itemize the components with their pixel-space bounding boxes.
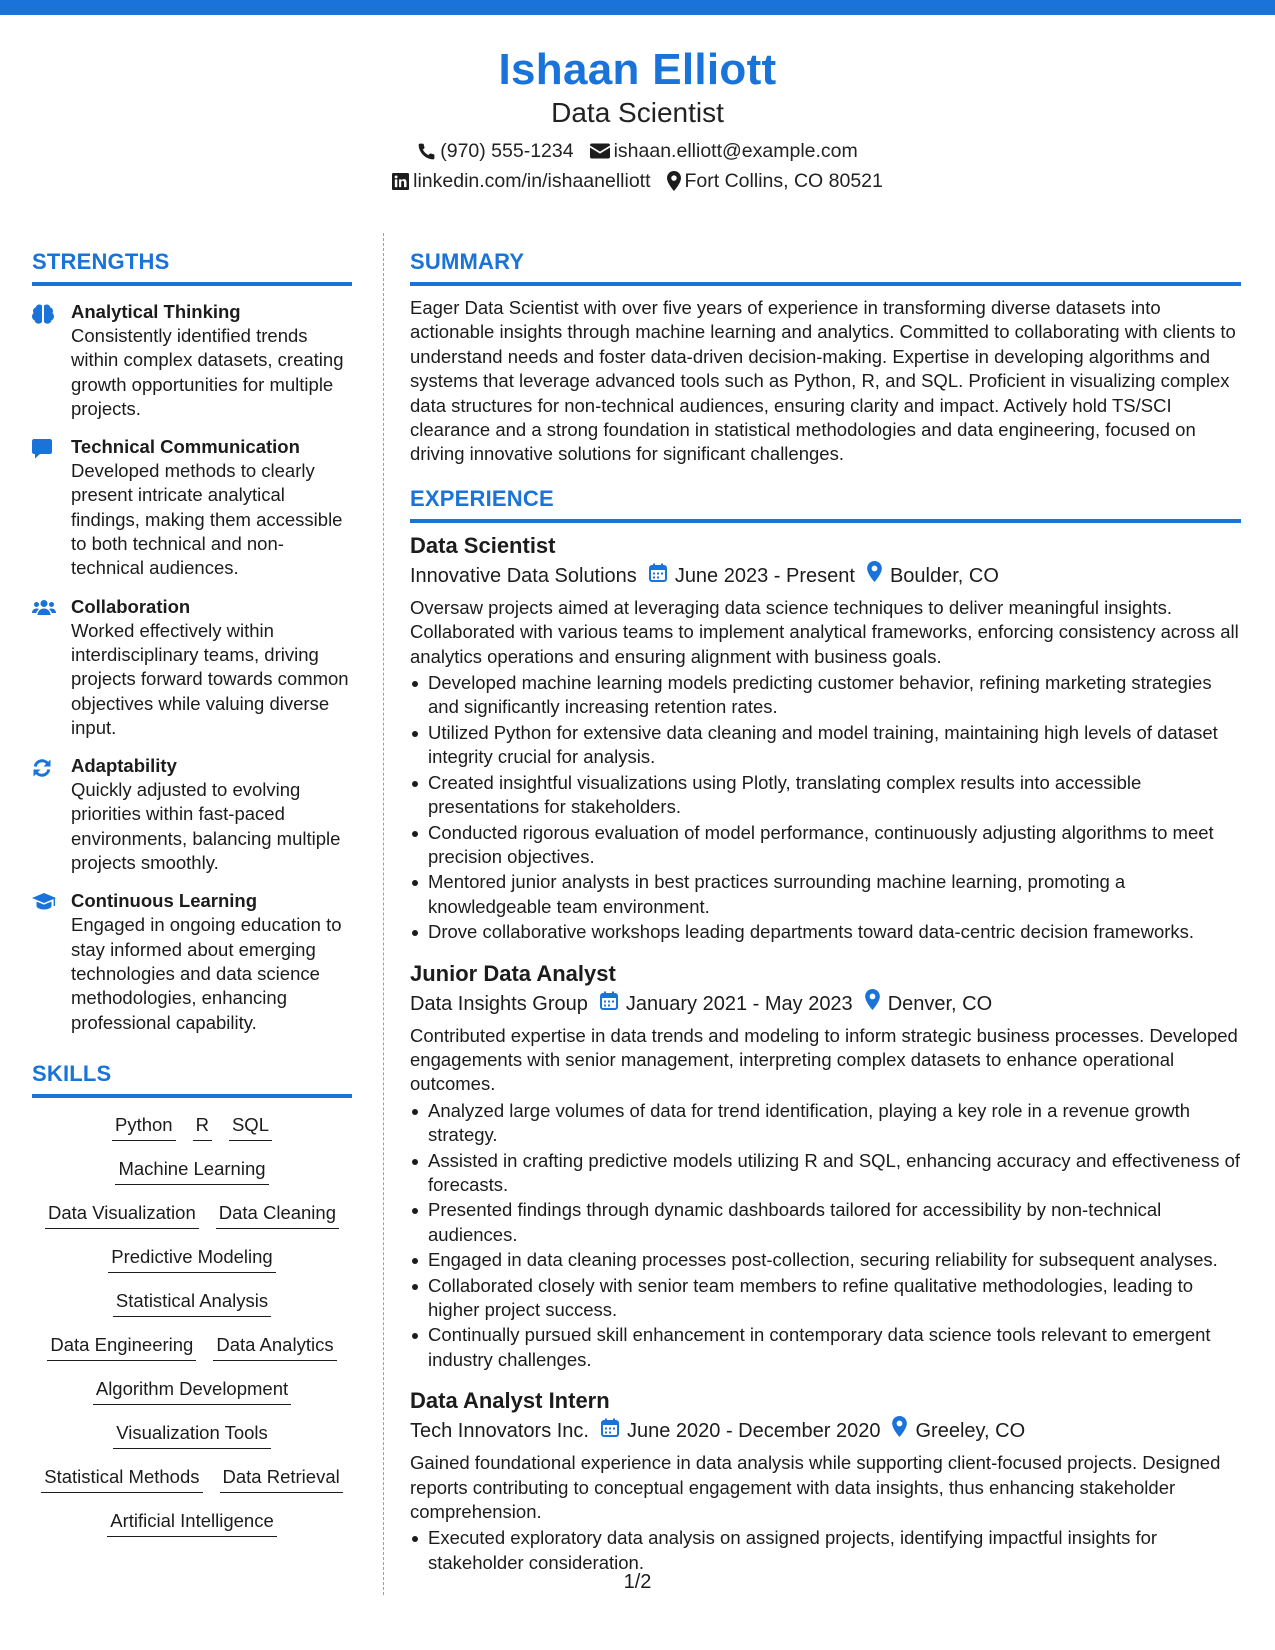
brain-icon	[32, 304, 56, 324]
strength-desc: Engaged in ongoing education to stay informed about emerging technologies and data science methodologies, enhancing professional capability.	[71, 914, 342, 1033]
job-meta	[410, 561, 1241, 591]
job-location	[867, 561, 999, 591]
skill-tag: Visualization Tools	[113, 1418, 271, 1449]
job-dates	[601, 1416, 881, 1446]
job-bullet: Engaged in data cleaning processes post-collection, securing reliability for subsequent analyses.	[410, 1248, 1241, 1272]
location-text: Denver, CO	[887, 992, 993, 1015]
candidate-name: Ishaan Elliott	[498, 45, 777, 94]
calendar-icon	[649, 561, 667, 591]
strength-item	[32, 889, 352, 1034]
strengths-underline	[32, 282, 352, 286]
summary-underline	[410, 282, 1241, 286]
job-dates	[649, 561, 855, 591]
summary-section	[410, 247, 1241, 467]
skill-tag: Algorithm Development	[93, 1374, 291, 1405]
strength-desc: Developed methods to clearly present intricate analytical findings, making them accessible to both technical and non-technical audiences.	[71, 460, 343, 579]
skill-tag: R	[193, 1110, 212, 1141]
calendar-icon	[600, 989, 618, 1019]
email-link[interactable]: ishaan.elliott@example.com	[613, 140, 858, 162]
date-range: June 2020 - December 2020	[626, 1420, 881, 1443]
strengths-section	[32, 247, 352, 1035]
strength-desc: Consistently identified trends within complex datasets, creating growth opportunities for multiple projects.	[71, 325, 344, 419]
resume-header	[0, 44, 1275, 196]
summary-text: Eager Data Scientist with over five years of experience in transforming diverse datasets into actionable insights through machine learning and analytics. Committed to collaborating with clients to understand needs and foster data-driven decision-making. Expertise in developing algorithms and systems that leverage advanced tools such as Python, R, and SQL. Proficient in visualizing complex data structures for non-technical audiences, ensuring clarity and impact. Actively hold TS/SCI clearance and a strong foundation in statistical methodologies and data engineering, focused on driving innovative solutions for significant challenges.	[410, 297, 1236, 465]
job-bullet: Developed machine learning models predicting customer behavior, refining marketing strategies and significantly increasing retention rates.	[410, 671, 1241, 720]
skill-tag: Artificial Intelligence	[107, 1506, 277, 1537]
strength-desc: Quickly adjusted to evolving priorities within fast-paced environments, balancing multiple projects smoothly.	[71, 779, 341, 874]
experience-heading: EXPERIENCE	[410, 485, 554, 511]
strength-title: Adaptability	[71, 755, 177, 777]
strength-item	[32, 595, 352, 740]
skill-tag: Python	[112, 1110, 176, 1141]
job-bullet: Executed exploratory data analysis on assigned projects, identifying impactful insights for stakeholder consideration.	[410, 1526, 1241, 1575]
skill-tag: Statistical Analysis	[113, 1286, 271, 1317]
candidate-title: Data Scientist	[551, 97, 724, 128]
location-text: Boulder, CO	[889, 564, 999, 587]
experience-section	[410, 484, 1241, 1575]
skill-tag: Data Analytics	[213, 1330, 336, 1361]
skills-underline	[32, 1094, 352, 1098]
skill-tag: Data Engineering	[47, 1330, 196, 1361]
job-location	[865, 989, 992, 1019]
comment-icon	[32, 439, 56, 459]
contact-email	[590, 136, 858, 166]
company-name: Data Insights Group	[410, 992, 588, 1015]
job-meta	[410, 1416, 1241, 1446]
date-range: January 2021 - May 2023	[625, 992, 853, 1015]
strength-title: Continuous Learning	[71, 890, 258, 912]
strength-title: Analytical Thinking	[71, 301, 241, 322]
contact-phone	[417, 136, 573, 166]
strengths-heading: STRENGTHS	[32, 249, 170, 274]
job-location	[892, 1416, 1025, 1446]
job-title: Data Analyst Intern	[410, 1388, 610, 1414]
location-text: Greeley, CO	[915, 1420, 1026, 1443]
skills-list	[32, 1110, 352, 1537]
job-description: Contributed expertise in data trends and modeling to inform strategic business processes. Developed engagements with senior management, interpreting complex datasets to enhance operational outcomes.	[410, 1024, 1238, 1095]
date-range: June 2023 - Present	[674, 564, 855, 587]
job-bullet: Conducted rigorous evaluation of model performance, continuously adjusting algorithms to meet precision objectives.	[410, 821, 1241, 870]
job-bullet: Analyzed large volumes of data for trend identification, playing a key role in a revenue growth strategy.	[410, 1099, 1241, 1148]
envelope-icon	[590, 143, 610, 159]
job-entry	[410, 959, 1241, 1373]
page-number: 1/2	[623, 1571, 652, 1593]
job-bullet: Continually pursued skill enhancement in contemporary data science tools relevant to emergent industry challenges.	[410, 1323, 1241, 1372]
contact-row-2	[0, 166, 1275, 196]
strength-item	[32, 754, 352, 875]
job-entry	[410, 531, 1241, 945]
sync-icon	[32, 758, 56, 778]
strength-title: Collaboration	[71, 595, 191, 617]
linkedin-icon	[392, 173, 409, 190]
location-text: Fort Collins, CO 80521	[684, 170, 883, 192]
skill-tag: Predictive Modeling	[108, 1242, 275, 1273]
job-description: Gained foundational experience in data analysis while supporting client-focused projects. Designed reports contributing to conceptual engagement with data insights, thus enhancing stakeholder comprehension.	[410, 1452, 1221, 1523]
job-dates	[600, 989, 853, 1019]
job-title: Junior Data Analyst	[410, 960, 616, 986]
job-bullets	[410, 1526, 1241, 1575]
skill-tag: Machine Learning	[115, 1154, 268, 1185]
job-bullets	[410, 1099, 1241, 1372]
contact-linkedin	[392, 166, 650, 196]
job-bullet: Drove collaborative workshops leading departments toward data-centric decision frameworks.	[410, 920, 1241, 944]
job-bullet: Utilized Python for extensive data cleaning and model training, maintaining high levels of dataset integrity crucial for analysis.	[410, 721, 1241, 770]
job-bullet: Created insightful visualizations using Plotly, translating complex results into accessible presentations for stakeholders.	[410, 771, 1241, 820]
map-marker-icon	[892, 1416, 907, 1446]
job-bullet: Presented findings through dynamic dashboards tailored for accessibility by non-technical audiences.	[410, 1198, 1241, 1247]
job-bullet: Assisted in crafting predictive models utilizing R and SQL, enhancing accuracy and effectiveness of forecasts.	[410, 1149, 1241, 1198]
contact-row-1	[0, 136, 1275, 166]
job-bullet: Collaborated closely with senior team members to refine qualitative methodologies, leading to higher project success.	[410, 1274, 1241, 1323]
skill-tag: Data Retrieval	[220, 1462, 343, 1493]
skill-tag: SQL	[229, 1110, 272, 1141]
job-description: Oversaw projects aimed at leveraging data science techniques to deliver meaningful insights. Collaborated with various teams to implement analytical frameworks, enforcing consistency across all analytics operations and ensuring alignment with business goals.	[410, 596, 1239, 667]
job-meta	[410, 989, 1241, 1019]
strength-title: Technical Communication	[71, 436, 300, 458]
company-name: Innovative Data Solutions	[410, 564, 637, 587]
top-accent-bar	[0, 0, 1275, 15]
linkedin-link[interactable]: linkedin.com/in/ishaanelliott	[413, 170, 651, 192]
job-bullet: Mentored junior analysts in best practices surrounding machine learning, promoting a knowledgeable team environment.	[410, 870, 1241, 919]
skills-heading: SKILLS	[32, 1060, 112, 1086]
users-icon	[32, 599, 56, 619]
contact-location	[667, 166, 883, 196]
map-marker-icon	[865, 989, 880, 1019]
job-bullets	[410, 671, 1241, 944]
experience-underline	[410, 519, 1241, 523]
skill-tag: Statistical Methods	[41, 1462, 202, 1493]
map-marker-icon	[867, 561, 882, 591]
right-column	[410, 247, 1241, 1576]
map-marker-icon	[667, 171, 681, 191]
graduation-cap-icon	[32, 893, 56, 913]
strength-item	[32, 435, 352, 580]
skill-tag: Data Cleaning	[216, 1198, 339, 1229]
phone-text: (970) 555-1234	[440, 140, 574, 162]
calendar-icon	[601, 1416, 619, 1446]
company-name: Tech Innovators Inc.	[410, 1420, 589, 1443]
strength-item	[32, 300, 352, 421]
skill-tag: Data Visualization	[45, 1198, 199, 1229]
column-divider	[383, 233, 384, 1595]
job-title: Data Scientist	[410, 532, 556, 558]
summary-heading: SUMMARY	[410, 249, 525, 274]
skills-section	[32, 1059, 352, 1537]
left-column	[32, 247, 352, 1537]
job-list	[410, 531, 1241, 1575]
job-entry	[410, 1386, 1241, 1575]
phone-icon	[417, 142, 436, 161]
strength-desc: Worked effectively within interdisciplinary teams, driving projects forward towards common objectives while valuing diverse input.	[71, 619, 349, 738]
